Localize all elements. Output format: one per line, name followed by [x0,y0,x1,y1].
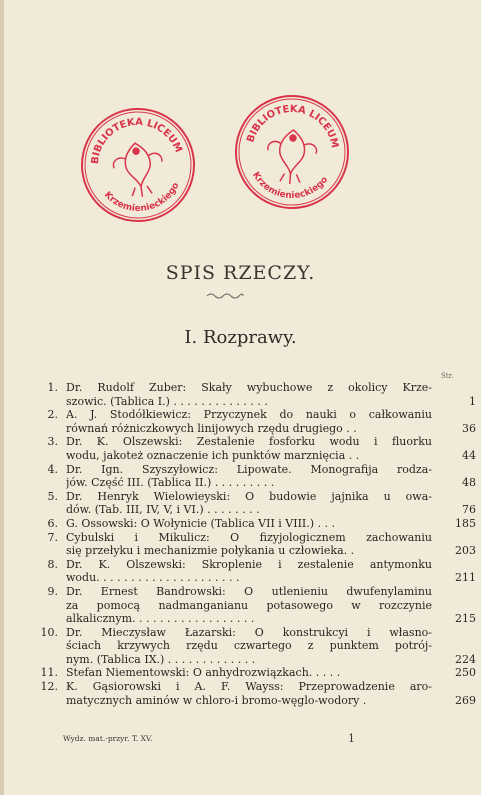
section-heading: I. Rozprawy. [184,327,297,348]
entry-number: 5. [47,489,58,503]
entry-line: matycznych aminów w chloro-i bromo-węglo-wodory . [66,693,367,707]
toc-entry [0,517,481,531]
stamp-text-bottom: Krzemienieckiego [250,170,331,202]
entry-line: alkalicznym. . . . . . . . . . . . . . . . . . [66,612,255,626]
library-stamp-left [70,97,206,233]
entry-number: 7. [47,530,58,544]
table-of-contents [0,381,481,707]
entry-page-number: 250 [455,666,476,680]
toc-entry [0,585,481,626]
entry-line: szowic. (Tablica I.) . . . . . . . . . . . . . . [66,394,268,408]
toc-entry [0,666,481,680]
entry-number: 8. [47,557,58,571]
entry-line: nym. (Tablica IX.) . . . . . . . . . . . . . [66,652,256,666]
entry-number: 6. [47,516,58,530]
entry-page-number: 48 [462,476,476,490]
entry-line: G. Ossowski: O Wołynicie (Tablica VII i VIII.) . . . [66,516,336,530]
toc-entry [0,680,481,707]
entry-number: 12. [40,680,58,694]
entry-page-number: 185 [455,516,476,530]
entry-number: 10. [40,625,58,639]
entry-line: Dr. Rudolf Zuber: Skały wybuchowe z okolicy Krze- [66,381,432,394]
entry-number: 2. [47,408,58,422]
eagle-emblem-icon [111,140,167,200]
stamp-text-bottom: Krzemienieckiego [101,181,182,215]
entry-page-number: 76 [462,503,476,517]
toc-entry [0,558,481,585]
entry-line: ściach krzywych rzędu czwartego z punktem potrój- [66,639,432,653]
toc-entry [0,381,481,408]
entry-number: 4. [47,462,58,476]
toc-entry [0,435,481,462]
library-stamp-right [228,88,356,216]
footer-volume-text: Wydz. mat.-przyr. T. XV. [63,734,153,743]
wave-ornament-icon [205,290,245,302]
entry-line: Dr. Mieczysław Łazarski: O konstrukcyi i własno- [66,625,432,639]
entry-page-number: 203 [455,544,476,558]
entry-number: 3. [47,435,58,449]
footer-sheet-number: 1 [348,732,355,745]
entry-page-number: 44 [462,448,476,462]
entry-number: 11. [40,666,58,680]
entry-line: równań różniczkowych linijowych rzędu drugiego . . [66,421,357,435]
toc-entry [0,463,481,490]
entry-line: Dr. K. Olszewski: Zestalenie fosforku wodu i fluorku [66,435,432,449]
entry-line: Dr. Henryk Wielowieyski: O budowie jajnika u owa- [66,489,432,503]
entry-number: 1. [47,381,58,394]
entry-line: wodu, jakoteż oznaczenie ich punktów marznięcia . . [66,448,360,462]
toc-entry [0,626,481,667]
pages-column-label: Str. [441,372,454,380]
entry-page-number: 269 [455,693,476,707]
entry-page-number: 36 [462,421,476,435]
entry-number: 9. [47,584,58,598]
entry-page-number: 211 [455,571,476,585]
entry-line: się przełyku i mechanizmie połykania u człowieka. . [66,544,355,558]
entry-line: wodu. . . . . . . . . . . . . . . . . . . . . [66,571,240,585]
entry-line: K. Gąsiorowski i A. F. Wayss: Przeprowadzenie aro- [66,680,432,694]
eagle-emblem-icon [265,128,317,185]
toc-entry [0,531,481,558]
entry-line: za pomocą nadmanganianu potasowego w rozczynie [66,598,432,612]
stamp-text-top: BIBLIOTEKA LICEUM [245,103,340,150]
page-title: SPIS RZECZY. [165,262,316,284]
entry-line: Cybulski i Mikulicz: O fizyjologicznem zachowaniu [66,530,432,544]
entry-line: Stefan Niementowski: O anhydrozwiązkach. . . . . [66,666,341,680]
entry-line: Dr. K. Olszewski: Skroplenie i zestalenie antymonku [66,557,432,571]
entry-page-number: 224 [455,652,476,666]
toc-entry [0,490,481,517]
entry-line: dów. (Tab. III, IV, V, i VI.) . . . . . . . . [66,503,260,517]
entry-line: Dr. Ign. Szyszyłowicz: Lipowate. Monografija rodza- [66,462,432,476]
stamp-text-top: BIBLIOTEKA LICEUM [89,116,184,165]
entry-page-number: 1 [469,394,476,408]
entry-line: jów. Część III. (Tablica II.) . . . . . . . . . [66,476,275,490]
entry-page-number: 215 [455,612,476,626]
entry-line: A. J. Stodółkiewicz: Przyczynek do nauki o całkowaniu [66,408,432,422]
entry-line: Dr. Ernest Bandrowski: O utlenieniu dwufenylaminu [66,584,432,598]
toc-entry [0,408,481,435]
